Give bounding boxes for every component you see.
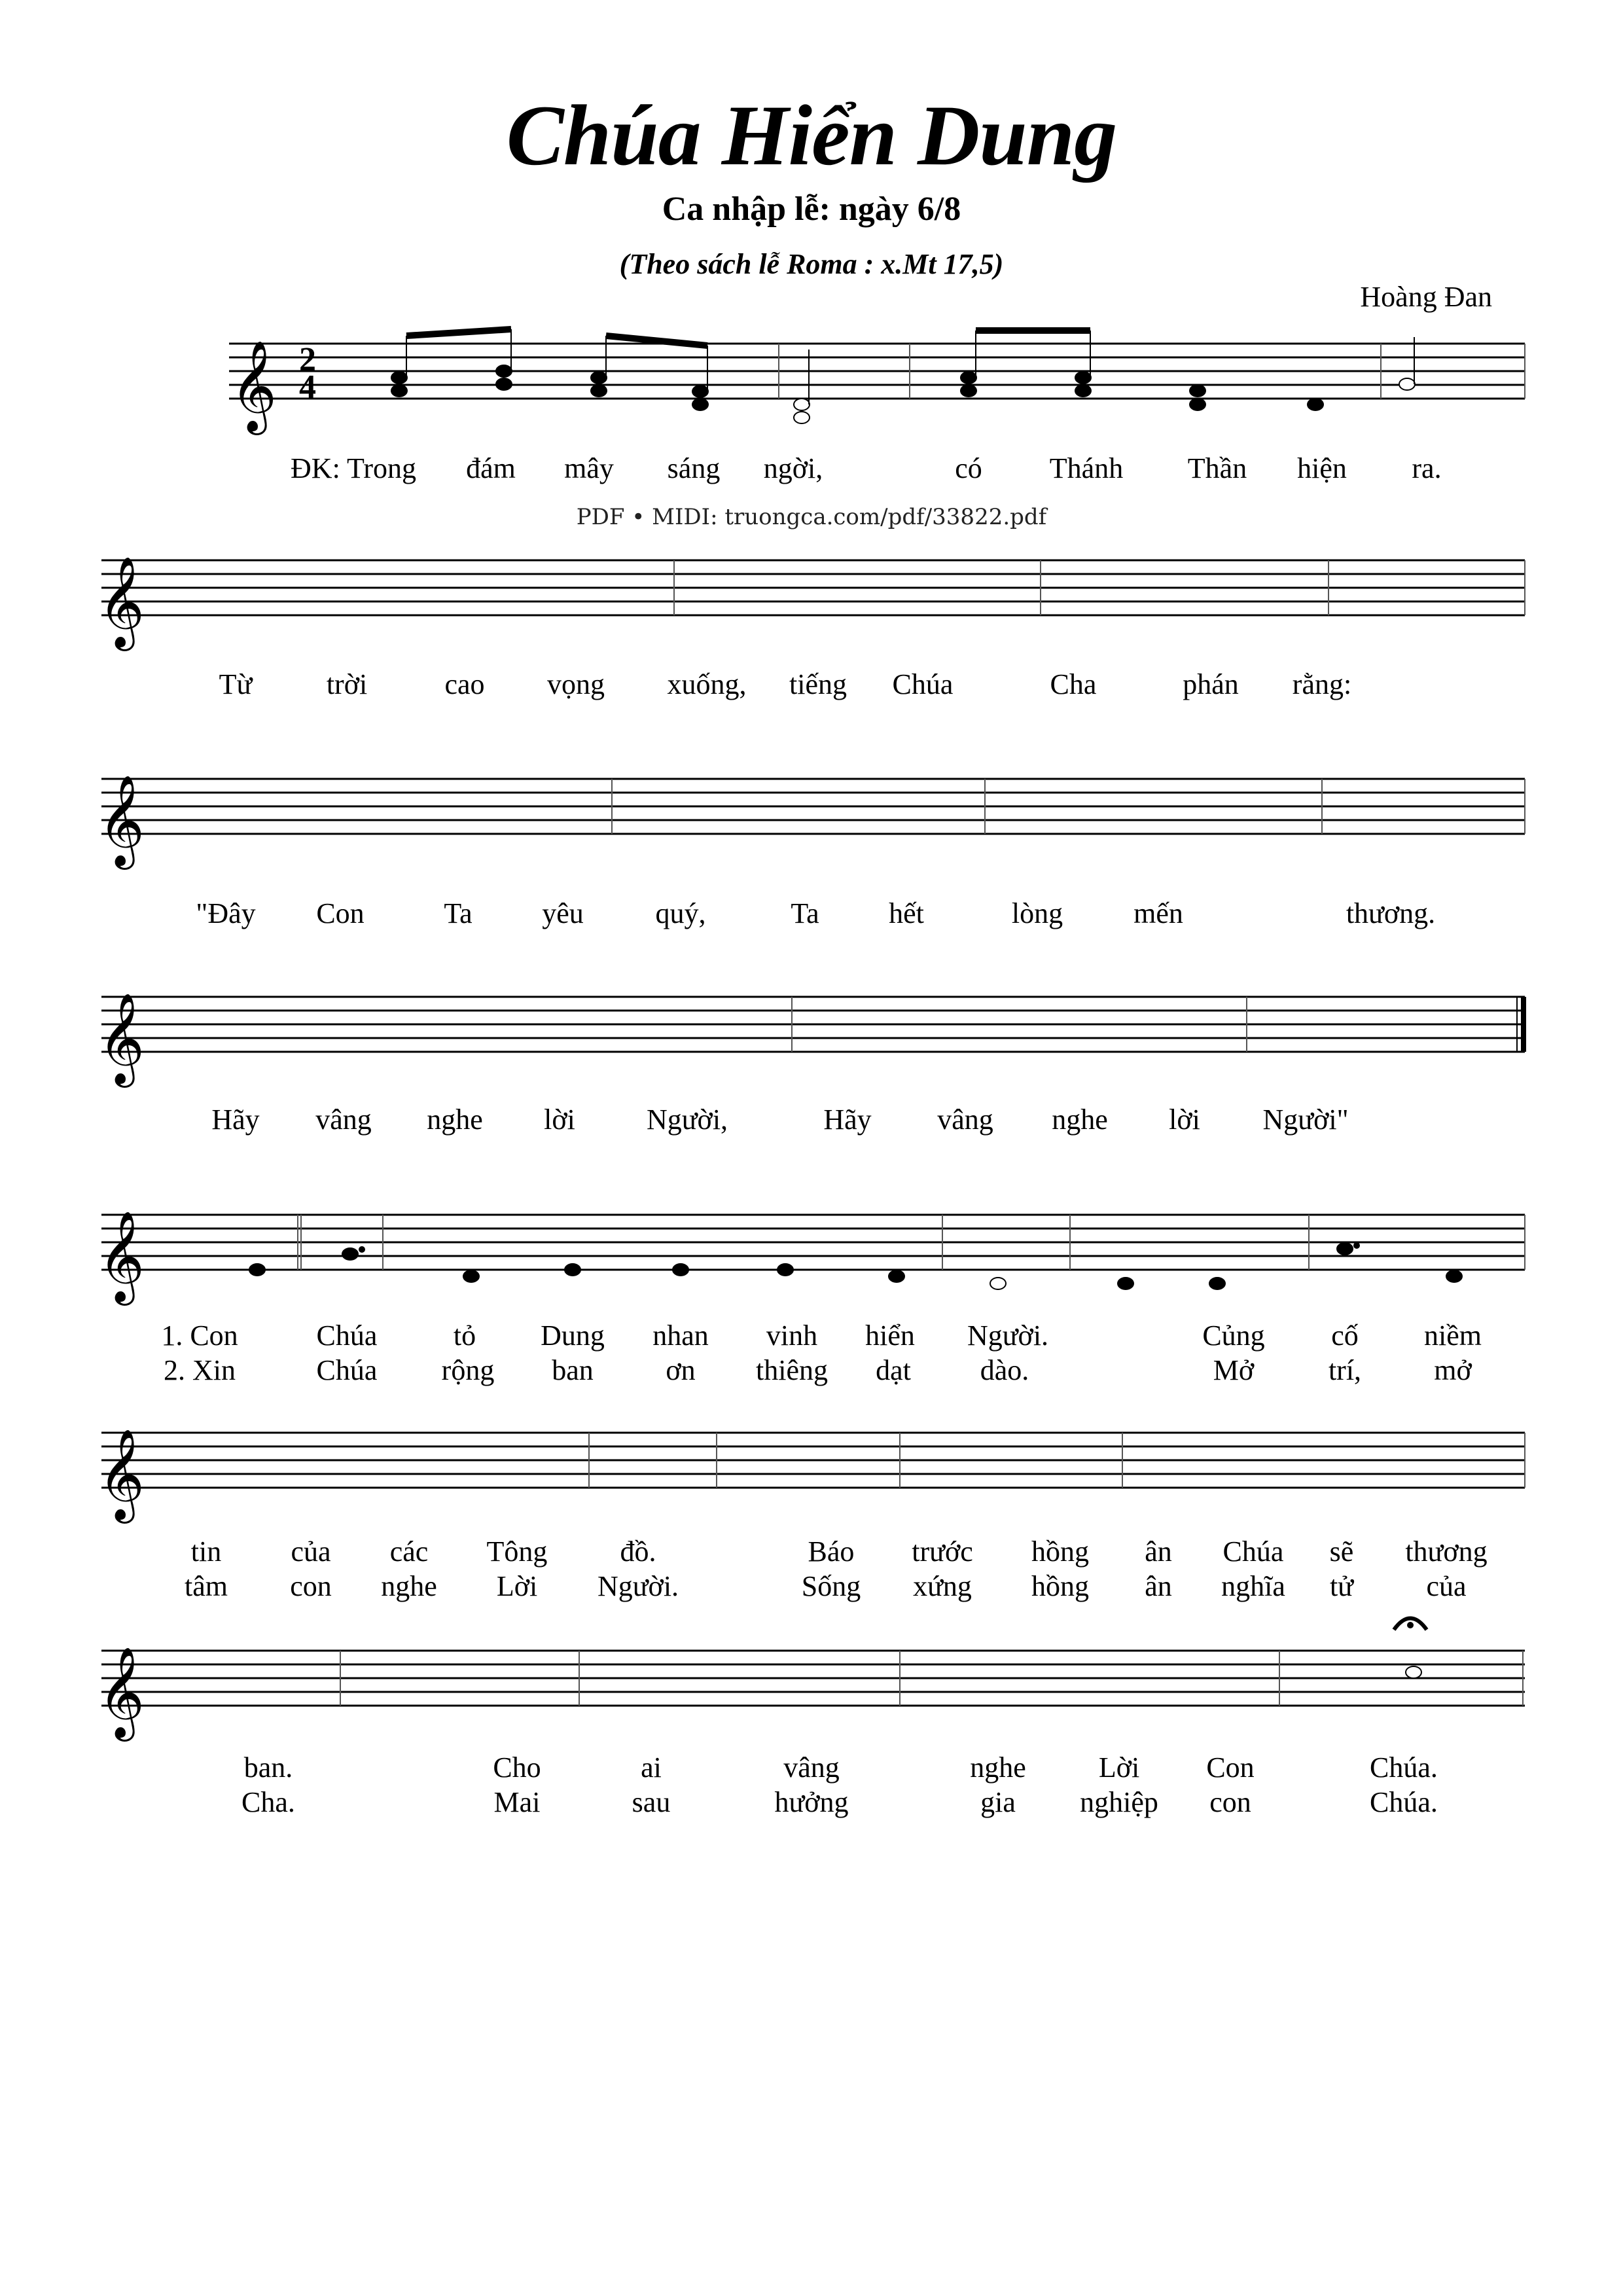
- lyric-word: ban: [552, 1354, 594, 1386]
- lyric-word: hiển: [865, 1319, 915, 1352]
- lyric-word: con: [290, 1570, 332, 1602]
- lyric-word: trời: [326, 668, 368, 700]
- lyric-word: lời: [1169, 1103, 1200, 1136]
- lyric-word: hồng: [1031, 1570, 1089, 1602]
- lyric-word: ân: [1145, 1535, 1172, 1568]
- lyric-word: Con: [316, 897, 365, 929]
- lyric-word: yêu: [542, 897, 584, 929]
- lyric-word: niềm: [1424, 1319, 1482, 1352]
- lyric-word: Mai: [493, 1786, 541, 1818]
- lyric-word: đồ.: [620, 1535, 656, 1568]
- lyric-word: Chúa: [316, 1319, 378, 1352]
- lyric-word: vọng: [547, 668, 605, 700]
- lyric-word: Người": [1262, 1103, 1349, 1136]
- lyric-word: xứng: [913, 1570, 972, 1602]
- lyric-word: sẽ: [1329, 1535, 1354, 1568]
- lyric-word: thương.: [1346, 897, 1436, 929]
- lyric-word: Từ: [219, 668, 253, 700]
- lyric-word: "Đây: [196, 897, 256, 929]
- lyric-word: Người,: [646, 1103, 728, 1136]
- staff-system-6: [101, 1433, 1525, 1488]
- time-signature-top: 2: [299, 341, 316, 378]
- lyric-word: Chúa: [892, 668, 954, 700]
- treble-clef-icon: 𝄞: [98, 556, 145, 647]
- lyric-word: 1. Con: [161, 1319, 238, 1352]
- song-subtitle: Ca nhập lễ: ngày 6/8: [662, 190, 961, 228]
- treble-clef-icon: 𝄞: [98, 1211, 145, 1302]
- staff-system-1: [229, 344, 1525, 399]
- lyric-word: Người.: [597, 1570, 679, 1602]
- lyric-word: thương: [1405, 1535, 1488, 1568]
- staff-system-5: [101, 1215, 1525, 1270]
- lyric-word: mây: [564, 452, 614, 484]
- lyric-word: con: [1209, 1786, 1251, 1818]
- lyric-word: vâng: [783, 1751, 840, 1784]
- lyric-word: nghe: [381, 1570, 437, 1602]
- lyric-word: ân: [1145, 1570, 1172, 1602]
- lyric-word: sáng: [667, 452, 721, 484]
- composer-name: Hoàng Đan: [1360, 281, 1492, 313]
- scripture-source: (Theo sách lễ Roma : x.Mt 17,5): [619, 248, 1004, 280]
- treble-clef-icon: 𝄞: [98, 1647, 145, 1738]
- lyric-word: Chúa.: [1370, 1786, 1438, 1818]
- lyric-word: Hãy: [823, 1103, 872, 1136]
- lyric-word: Cha: [1050, 668, 1097, 700]
- lyric-word: Tông: [486, 1535, 548, 1568]
- lyric-word: nghe: [1052, 1103, 1108, 1136]
- song-title: Chúa Hiển Dung: [506, 87, 1117, 183]
- lyric-word: của: [1426, 1570, 1467, 1602]
- lyric-word: nghe: [427, 1103, 483, 1136]
- lyric-word: Chúa: [316, 1354, 378, 1386]
- lyric-word: ra.: [1412, 452, 1442, 484]
- lyric-word: rộng: [441, 1354, 495, 1386]
- lyric-word: các: [389, 1535, 429, 1568]
- lyric-word: Mở: [1213, 1354, 1255, 1386]
- lyric-word: tâm: [185, 1570, 228, 1602]
- lyric-word: trước: [912, 1535, 973, 1568]
- lyric-word: lời: [544, 1103, 575, 1136]
- staff-system-3: [101, 779, 1525, 834]
- treble-clef-icon: 𝄞: [230, 340, 277, 431]
- lyric-word: hồng: [1031, 1535, 1089, 1568]
- lyric-word: Sống: [801, 1570, 861, 1602]
- lyric-word: nghe: [970, 1751, 1026, 1784]
- lyric-word: của: [291, 1535, 331, 1568]
- time-signature-bottom: 4: [299, 368, 316, 406]
- lyric-word: Cho: [493, 1751, 541, 1784]
- lyric-word: mở: [1434, 1354, 1472, 1386]
- lyric-word: dào.: [980, 1354, 1029, 1386]
- lyric-word: ban.: [243, 1751, 293, 1784]
- lyric-word: Ta: [791, 897, 819, 929]
- lyric-word: Thánh: [1049, 452, 1124, 484]
- lyric-word: ơn: [666, 1354, 696, 1386]
- lyric-word: hưởng: [774, 1786, 849, 1818]
- lyric-word: Chúa: [1222, 1535, 1284, 1568]
- lyric-word: sau: [632, 1786, 671, 1818]
- lyric-word: quý,: [655, 897, 706, 929]
- lyric-word: 2. Xin: [164, 1354, 236, 1386]
- lyric-word: Cha.: [241, 1786, 295, 1818]
- lyric-word: Hãy: [211, 1103, 260, 1136]
- treble-clef-icon: 𝄞: [98, 775, 145, 866]
- lyric-word: tử: [1329, 1570, 1354, 1602]
- lyric-word: có: [955, 452, 982, 484]
- lyric-word: Chúa.: [1370, 1751, 1438, 1784]
- lyric-word: Báo: [808, 1535, 855, 1568]
- lyric-word: đám: [466, 452, 516, 484]
- lyric-word: vâng: [937, 1103, 993, 1136]
- lyric-word: vinh: [766, 1319, 818, 1352]
- lyric-word: nhan: [652, 1319, 709, 1352]
- staff-system-7: [101, 1651, 1525, 1706]
- lyric-word: rằng:: [1292, 668, 1352, 700]
- lyric-word: cao: [444, 668, 485, 700]
- lyric-word: lòng: [1011, 897, 1063, 929]
- lyric-word: Lời: [496, 1570, 538, 1602]
- lyric-word: nghiệp: [1080, 1786, 1158, 1818]
- lyric-word: ai: [641, 1751, 662, 1784]
- lyric-word: thiêng: [756, 1354, 828, 1386]
- lyric-word: cố: [1331, 1319, 1359, 1352]
- treble-clef-icon: 𝄞: [98, 993, 145, 1084]
- staff-system-2: [101, 560, 1525, 615]
- lyric-word: vâng: [315, 1103, 372, 1136]
- lyric-word: Con: [1206, 1751, 1255, 1784]
- lyric-word: mến: [1133, 897, 1183, 929]
- treble-clef-icon: 𝄞: [98, 1429, 145, 1520]
- lyric-word: gia: [980, 1786, 1016, 1818]
- lyric-word: Lời: [1098, 1751, 1140, 1784]
- lyric-word: phán: [1183, 668, 1239, 700]
- lyric-word: Ta: [444, 897, 473, 929]
- lyric-word: xuống,: [667, 668, 747, 700]
- lyric-word: nghĩa: [1221, 1570, 1285, 1602]
- download-link-text: PDF • MIDI: truongca.com/pdf/33822.pdf: [576, 504, 1047, 530]
- lyric-word: Thần: [1187, 452, 1247, 484]
- lyric-word: tiếng: [789, 668, 847, 700]
- lyric-word: ngời,: [763, 452, 823, 484]
- lyric-word: Dung: [541, 1319, 605, 1352]
- lyric-word: hiện: [1297, 452, 1347, 484]
- lyric-word: hết: [889, 897, 924, 929]
- staff-system-4: [101, 997, 1525, 1052]
- lyric-word: trí,: [1328, 1354, 1362, 1386]
- lyric-word: ĐK: Trong: [291, 452, 416, 484]
- lyric-word: dạt: [876, 1354, 911, 1386]
- lyric-word: Củng: [1202, 1319, 1265, 1352]
- lyric-word: Người.: [967, 1319, 1049, 1352]
- lyric-word: tin: [190, 1535, 222, 1568]
- lyric-word: tỏ: [453, 1319, 476, 1352]
